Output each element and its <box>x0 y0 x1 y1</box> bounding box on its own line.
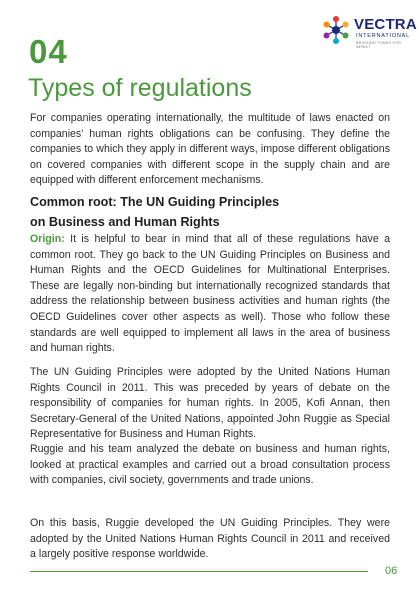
logo-tagline: BRIDGING FUNDS FOR IMPACT <box>356 41 402 49</box>
origin-lead: Origin: <box>30 233 65 245</box>
page-title: Types of regulations <box>28 74 252 102</box>
logo-mark-icon <box>320 14 352 46</box>
subheading-line-2: on Business and Human Rights <box>30 215 220 229</box>
intro-paragraph: For companies operating internationally, the multitude of laws enacted on companies' human rights obligations can be confusing. They define the companies to which they apply in different ways, impose different obligations on covered companies with different scope in the supply chain and are equipped with different enforcement mechanisms. <box>30 112 390 187</box>
ruggie-paragraph: Ruggie and his team analyzed the debate on business and human rights, looked at practical examples and carried out a broad consultation process with companies, civil society, governments and trade unions. <box>30 443 390 487</box>
logo-subtitle: INTERNATIONAL <box>356 33 410 39</box>
vectra-logo <box>320 12 417 50</box>
origin-paragraph <box>30 232 390 357</box>
origin-text: It is helpful to bear in mind that all of these regulations have a common root. They go back to the UN Guiding Principles on Business and Human Rights and the OECD Guidelines for Multinational Enterprises. These are legally non-binding but internationally recognized standards that address the relationship between business activities and human rights (the OECD Guidelines cover other aspects as well). Those who follow these standards are well equipped to implement all laws in the area of business and human rights. <box>30 233 390 355</box>
section-number: 04 <box>29 33 68 70</box>
un-principles-paragraph: The UN Guiding Principles were adopted by the United Nations Human Rights Council in 2011. This was preceded by years of debate on the responsibility of companies for human rights. In 2005, Kofi Annan, then Secretary-General of the United Nations, appointed John Ruggie as Special Representative for Business and Human Rights. <box>30 366 390 441</box>
basis-paragraph: On this basis, Ruggie developed the UN Guiding Principles. They were adopted by the United Nations Human Rights Council in 2011 and received a largely positive response worldwide. <box>30 517 390 561</box>
footer-divider <box>30 571 368 572</box>
section-subheading <box>30 192 390 232</box>
subheading-line-1: Common root: The UN Guiding Principles <box>30 195 280 209</box>
logo-name: VECTRA <box>354 16 417 33</box>
page-number: 06 <box>385 565 398 577</box>
